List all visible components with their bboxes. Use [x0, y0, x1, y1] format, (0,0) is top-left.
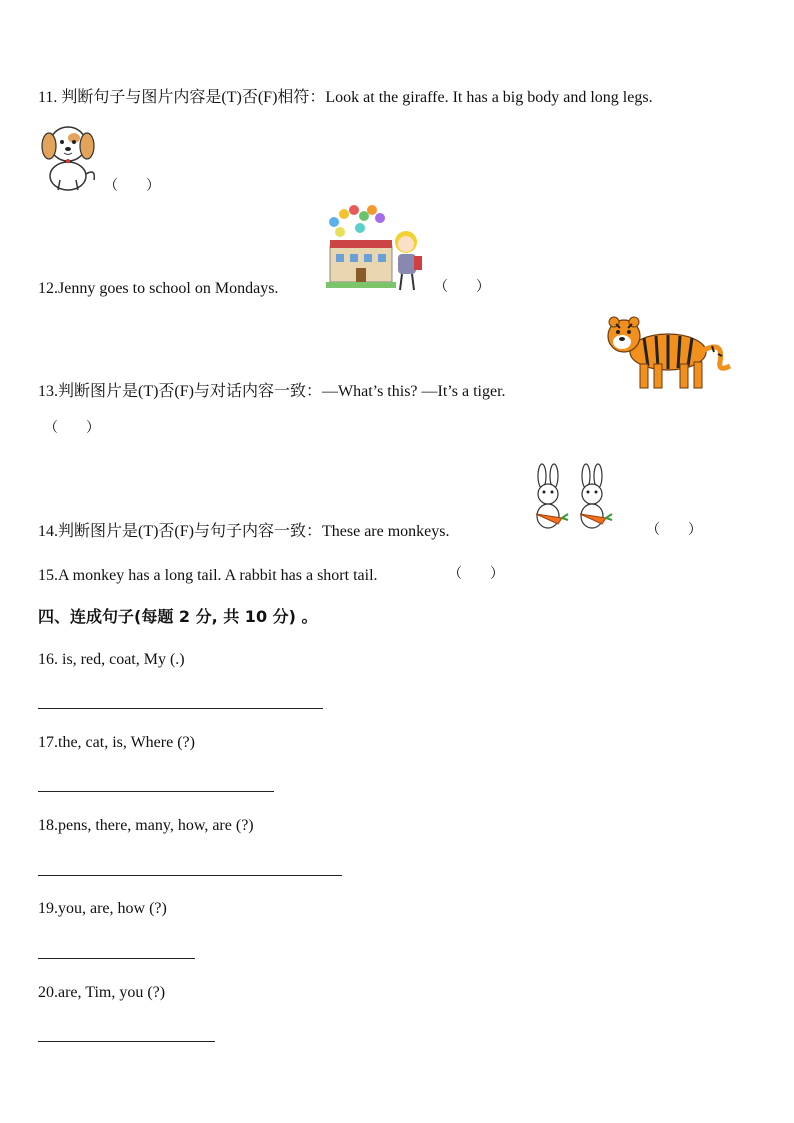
question-19-text: 19.you, are, how (?): [38, 900, 167, 917]
dog-icon: [36, 118, 100, 192]
answer-paren-12[interactable]: （ ）: [434, 280, 490, 295]
answer-line-17[interactable]: [38, 791, 274, 792]
question-20-text: 20.are, Tim, you (?): [38, 984, 166, 1001]
school-girl-icon: [322, 204, 432, 296]
question-15-text: 15.A monkey has a long tail. A rabbit has a short tail.: [38, 567, 378, 584]
answer-line-19[interactable]: [38, 958, 195, 959]
question-13-text: 13.判断图片是(T)否(F)与对话内容一致：—What’s this? —It’s a tiger.: [38, 383, 506, 400]
question-17-text: 17.the, cat, is, Where (?): [38, 734, 195, 751]
answer-paren-13[interactable]: （ ）: [44, 421, 100, 436]
question-12-text: 12.Jenny goes to school on Mondays.: [38, 280, 279, 297]
answer-line-16[interactable]: [38, 708, 323, 709]
answer-line-20[interactable]: [38, 1041, 215, 1042]
question-14-text: 14.判断图片是(T)否(F)与句子内容一致：These are monkeys.: [38, 523, 450, 540]
tiger-icon: [602, 310, 740, 394]
answer-paren-15[interactable]: （ ）: [448, 567, 504, 582]
question-16-text: 16. is, red, coat, My (.): [38, 651, 185, 668]
section-4-heading: 四、连成句子(每题 2 分, 共 10 分) 。: [38, 607, 318, 626]
answer-paren-14[interactable]: （ ）: [646, 523, 702, 538]
question-11-text: 11. 判断句子与图片内容是(T)否(F)相符：Look at the giraffe. It has a big body and long legs.: [38, 89, 653, 106]
rabbits-icon: [530, 462, 622, 534]
question-18-text: 18.pens, there, many, how, are (?): [38, 817, 254, 834]
answer-paren-11[interactable]: （ ）: [104, 179, 160, 194]
answer-line-18[interactable]: [38, 875, 342, 876]
